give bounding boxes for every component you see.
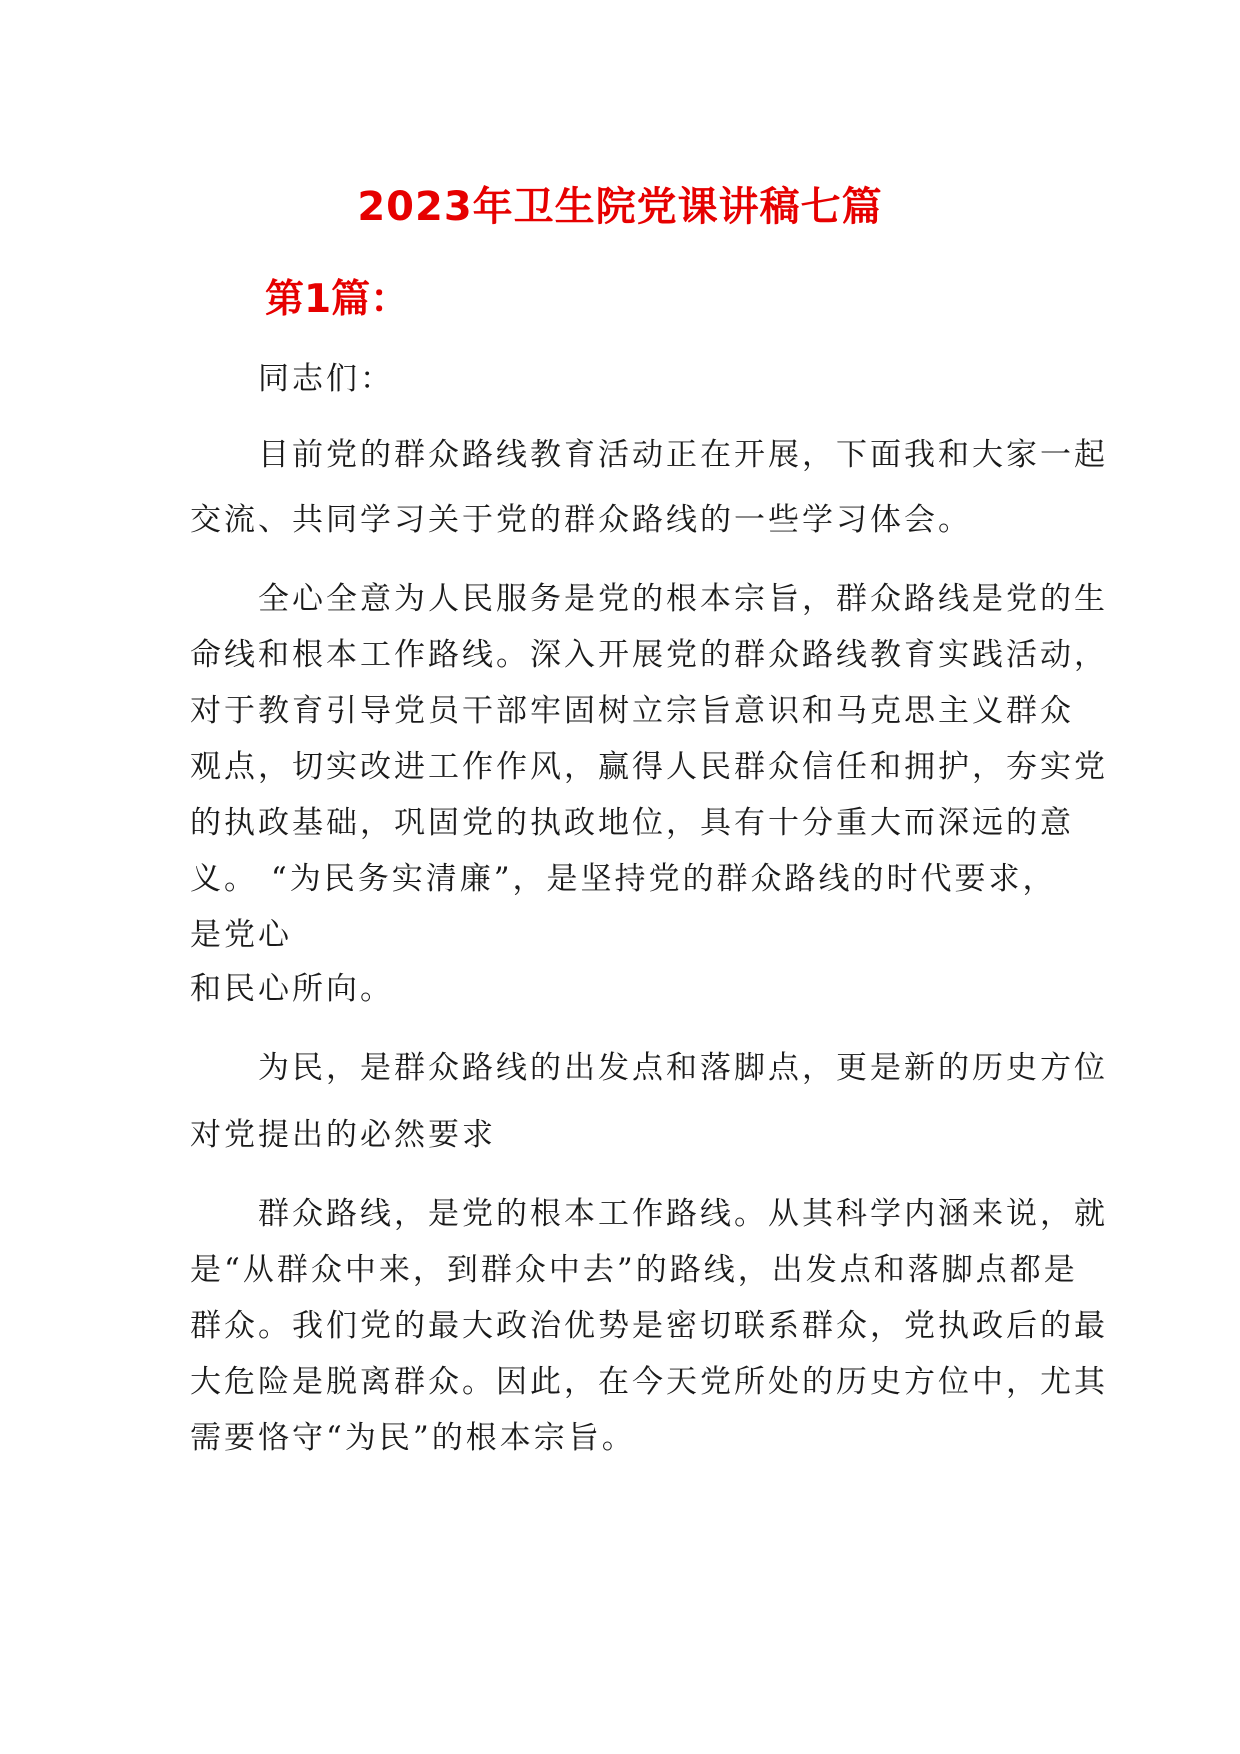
paragraph-line: 群众。我们党的最大政治优势是密切联系群众，党执政后的最 — [190, 1308, 1108, 1344]
paragraph-line: 需要恪守“为民”的根本宗旨。 — [190, 1420, 636, 1456]
section-heading: 第1篇： — [265, 277, 410, 322]
paragraph-line: 的执政基础，巩固党的执政地位，具有十分重大而深远的意 — [190, 805, 1074, 841]
paragraph-line: 命线和根本工作路线。深入开展党的群众路线教育实践活动， — [190, 637, 1108, 673]
paragraph-line: 全心全意为人民服务是党的根本宗旨，群众路线是党的生 — [258, 581, 1108, 617]
paragraph-line: 群众路线，是党的根本工作路线。从其科学内涵来说，就 — [258, 1196, 1108, 1232]
paragraph-line: 义。 “为民务实清廉”，是坚持党的群众路线的时代要求， — [190, 861, 1057, 897]
paragraph-line: 目前党的群众路线教育活动正在开展，下面我和大家一起 — [258, 437, 1108, 473]
paragraph-line: 是“从群众中来，到群众中去”的路线，出发点和落脚点都是 — [190, 1252, 1078, 1288]
paragraph-line: 观点，切实改进工作作风，赢得人民群众信任和拥护，夯实党 — [190, 749, 1108, 785]
paragraph-line: 大危险是脱离群众。因此，在今天党所处的历史方位中，尤其 — [190, 1364, 1108, 1400]
paragraph-line: 交流、共同学习关于党的群众路线的一些学习体会。 — [190, 502, 972, 538]
paragraph-line: 为民，是群众路线的出发点和落脚点，更是新的历史方位 — [258, 1050, 1108, 1086]
greeting: 同志们： — [258, 361, 394, 397]
paragraph-line: 对于教育引导党员干部牢固树立宗旨意识和马克思主义群众 — [190, 693, 1074, 729]
paragraph-line: 对党提出的必然要求 — [190, 1117, 496, 1153]
paragraph-line: 是党心 — [190, 917, 292, 953]
paragraph-line: 和民心所向。 — [190, 971, 394, 1007]
document-title: 2023年卫生院党课讲稿七篇 — [357, 184, 883, 230]
